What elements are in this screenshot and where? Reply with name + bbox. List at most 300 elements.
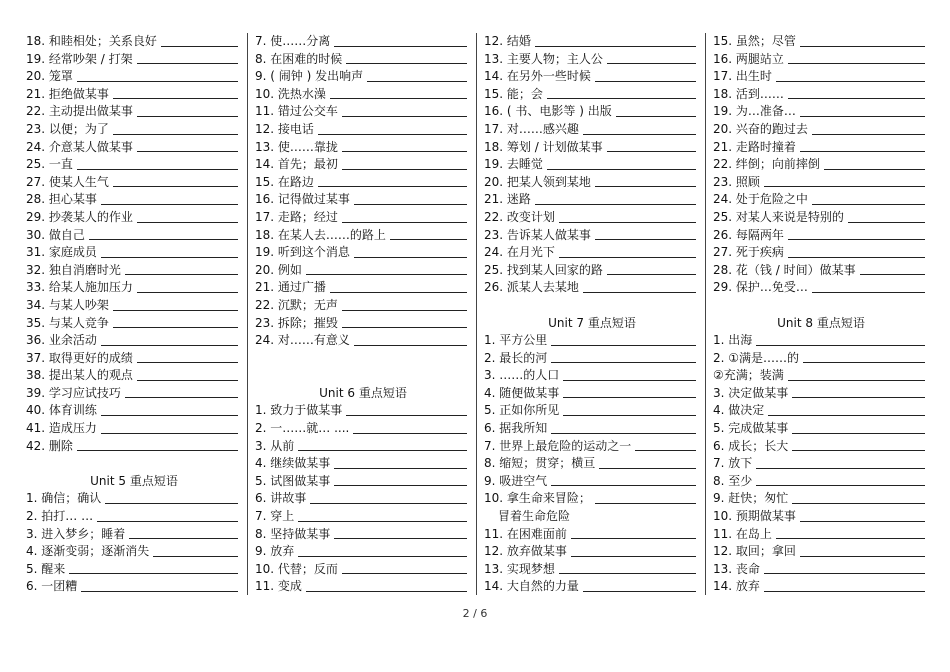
phrase-text: 20. 笼罩 <box>26 69 73 84</box>
phrase-item <box>484 526 700 544</box>
phrase-text: 8. 坚持做某事 <box>255 526 331 541</box>
phrase-item <box>713 402 929 420</box>
answer-blank[interactable] <box>607 274 696 275</box>
phrase-text: 11. 错过公交车 <box>255 104 338 119</box>
phrase-item <box>713 367 929 385</box>
answer-blank[interactable] <box>792 503 925 504</box>
phrase-text: 41. 造成压力 <box>26 421 97 436</box>
answer-blank[interactable] <box>595 186 696 187</box>
phrase-item <box>484 350 700 368</box>
phrase-item <box>26 578 242 596</box>
answer-blank[interactable] <box>551 433 696 434</box>
phrase-item <box>713 420 929 438</box>
answer-blank[interactable] <box>69 573 238 574</box>
row-spacer <box>484 297 700 315</box>
answer-blank[interactable] <box>788 239 925 240</box>
phrase-text: 30. 做自己 <box>26 227 85 242</box>
phrase-item <box>255 508 471 526</box>
phrase-item <box>26 174 242 192</box>
answer-blank[interactable] <box>792 397 925 398</box>
phrase-item <box>255 490 471 508</box>
phrase-text: 6. 成长；长大 <box>713 438 789 453</box>
phrase-text: 25. 对某人来说是特别的 <box>713 209 844 224</box>
phrase-item <box>713 508 929 526</box>
answer-blank[interactable] <box>129 538 238 539</box>
answer-blank[interactable] <box>812 134 925 135</box>
phrase-text: ②充满；装满 <box>713 368 784 383</box>
phrase-item <box>484 86 700 104</box>
phrase-column-2 <box>255 33 471 596</box>
phrase-text: 22. 沉默；无声 <box>255 297 338 312</box>
phrase-item <box>26 420 242 438</box>
answer-blank[interactable] <box>390 239 467 240</box>
phrase-text: 24. 对……有意义 <box>255 333 350 348</box>
answer-blank[interactable] <box>342 151 467 152</box>
answer-blank[interactable] <box>776 538 925 539</box>
answer-blank[interactable] <box>800 521 925 522</box>
answer-blank[interactable] <box>788 98 925 99</box>
phrase-item <box>484 473 700 491</box>
unit-heading <box>713 315 929 333</box>
phrase-item <box>255 86 471 104</box>
phrase-item <box>255 244 471 262</box>
answer-blank[interactable] <box>137 362 238 363</box>
answer-blank[interactable] <box>298 521 467 522</box>
answer-blank[interactable] <box>342 116 467 117</box>
answer-blank[interactable] <box>860 274 925 275</box>
unit-heading-text: Unit 6 重点短语 <box>319 385 407 400</box>
answer-blank[interactable] <box>125 397 238 398</box>
answer-blank[interactable] <box>768 415 925 416</box>
phrase-item <box>255 473 471 491</box>
phrase-item <box>255 209 471 227</box>
phrase-item <box>26 227 242 245</box>
answer-blank[interactable] <box>848 222 925 223</box>
phrase-text: 21. 通过广播 <box>255 280 326 295</box>
answer-blank[interactable] <box>81 591 238 592</box>
answer-blank[interactable] <box>800 556 925 557</box>
answer-blank[interactable] <box>788 63 925 64</box>
phrase-item <box>713 279 929 297</box>
phrase-item <box>26 526 242 544</box>
phrase-text: 7. 放下 <box>713 456 753 471</box>
phrase-text: 16. 两腿站立 <box>713 51 784 66</box>
answer-blank[interactable] <box>354 204 467 205</box>
row-spacer <box>713 297 929 315</box>
phrase-item <box>255 121 471 139</box>
phrase-item <box>26 561 242 579</box>
answer-blank[interactable] <box>298 450 467 451</box>
answer-blank[interactable] <box>824 169 925 170</box>
phrase-item <box>484 121 700 139</box>
phrase-text: 11. 在岛上 <box>713 526 772 541</box>
phrase-text: 5. 试图做某事 <box>255 473 331 488</box>
phrase-text: 8. 缩短；贯穿；横亘 <box>484 456 596 471</box>
phrase-item <box>713 332 929 350</box>
page-indicator: 2 / 6 <box>462 607 488 620</box>
answer-blank[interactable] <box>354 257 467 258</box>
answer-blank[interactable] <box>310 503 467 504</box>
phrase-text: 14. 在另外一些时候 <box>484 69 591 84</box>
answer-blank[interactable] <box>113 186 238 187</box>
answer-blank[interactable] <box>607 151 696 152</box>
unit-heading <box>26 473 242 491</box>
answer-blank[interactable] <box>756 468 925 469</box>
answer-blank[interactable] <box>792 433 925 434</box>
phrase-text: 34. 与某人吵架 <box>26 297 109 312</box>
phrase-item <box>26 156 242 174</box>
answer-blank[interactable] <box>346 63 467 64</box>
phrase-item <box>26 402 242 420</box>
answer-blank[interactable] <box>137 380 238 381</box>
phrase-item <box>26 209 242 227</box>
phrase-text: 8. 至少 <box>713 473 753 488</box>
phrase-item <box>26 385 242 403</box>
phrase-item <box>26 244 242 262</box>
answer-blank[interactable] <box>125 274 238 275</box>
answer-blank[interactable] <box>318 186 467 187</box>
phrase-item <box>26 262 242 280</box>
phrase-text: 6. 据我所知 <box>484 421 548 436</box>
answer-blank[interactable] <box>298 556 467 557</box>
answer-blank[interactable] <box>318 134 467 135</box>
answer-blank[interactable] <box>571 556 696 557</box>
phrase-text: 23. 照顾 <box>713 174 760 189</box>
answer-blank[interactable] <box>551 345 696 346</box>
phrase-text: 18. 和睦相处；关系良好 <box>26 34 157 48</box>
phrase-item <box>484 68 700 86</box>
phrase-text: 4. 逐渐变弱；逐渐消失 <box>26 544 150 559</box>
phrase-text: 9. 吸进空气 <box>484 473 548 488</box>
phrase-text: 3. ……的人口 <box>484 368 560 383</box>
phrase-text: 8. 在困难的时候 <box>255 51 343 66</box>
phrase-item <box>713 561 929 579</box>
answer-blank[interactable] <box>77 169 238 170</box>
phrase-item <box>484 262 700 280</box>
phrase-text: 20. 例如 <box>255 262 302 277</box>
phrase-text: 24. 介意某人做某事 <box>26 139 133 154</box>
phrase-text: 4. 做决定 <box>713 403 765 418</box>
phrase-text: 16. ( 书、电影等 ) 出版 <box>484 104 612 119</box>
answer-blank[interactable] <box>137 151 238 152</box>
answer-blank[interactable] <box>583 591 696 592</box>
phrase-text: 37. 取得更好的成绩 <box>26 350 133 365</box>
answer-blank[interactable] <box>346 415 467 416</box>
phrase-item <box>255 51 471 69</box>
answer-blank[interactable] <box>812 292 925 293</box>
phrase-item <box>713 543 929 561</box>
answer-blank[interactable] <box>607 63 696 64</box>
phrase-text: 5. 正如你所见 <box>484 403 560 418</box>
phrase-text: 21. 迷路 <box>484 192 531 207</box>
answer-blank[interactable] <box>800 116 925 117</box>
phrase-item <box>713 455 929 473</box>
phrase-item <box>255 578 471 596</box>
phrase-text: 7. 世界上最危险的运动之一 <box>484 438 632 453</box>
phrase-item <box>255 139 471 157</box>
answer-blank[interactable] <box>764 573 925 574</box>
answer-blank[interactable] <box>353 433 467 434</box>
phrase-item <box>713 490 929 508</box>
phrase-item <box>484 332 700 350</box>
phrase-column-1 <box>26 33 242 596</box>
answer-blank[interactable] <box>571 538 696 539</box>
phrase-item <box>713 33 929 51</box>
answer-blank[interactable] <box>551 485 696 486</box>
phrase-item <box>713 473 929 491</box>
phrase-text: 19. 为…准备… <box>713 104 796 119</box>
phrase-text: 29. 保护…免受… <box>713 280 808 295</box>
answer-blank[interactable] <box>547 169 696 170</box>
answer-blank[interactable] <box>535 46 696 47</box>
phrase-item <box>713 86 929 104</box>
answer-blank[interactable] <box>306 591 467 592</box>
phrase-text: 12. 接电话 <box>255 121 314 136</box>
phrase-item <box>255 227 471 245</box>
answer-blank[interactable] <box>756 345 925 346</box>
phrase-item <box>484 402 700 420</box>
answer-blank[interactable] <box>812 204 925 205</box>
phrase-item <box>255 420 471 438</box>
answer-blank[interactable] <box>583 292 696 293</box>
phrase-item <box>26 191 242 209</box>
phrase-text: 1. 致力于做某事 <box>255 403 343 418</box>
answer-blank[interactable] <box>342 573 467 574</box>
answer-blank[interactable] <box>792 450 925 451</box>
answer-blank[interactable] <box>330 98 467 99</box>
answer-blank[interactable] <box>101 204 238 205</box>
phrase-item <box>484 191 700 209</box>
phrase-text: 4. 继续做某事 <box>255 456 331 471</box>
phrase-item <box>26 51 242 69</box>
answer-blank[interactable] <box>101 415 238 416</box>
answer-blank[interactable] <box>161 46 238 47</box>
answer-blank[interactable] <box>342 327 467 328</box>
answer-blank[interactable] <box>563 397 696 398</box>
phrase-text: 25. 一直 <box>26 157 73 172</box>
phrase-text: 27. 使某人生气 <box>26 174 109 189</box>
answer-blank[interactable] <box>153 556 238 557</box>
answer-blank[interactable] <box>334 485 467 486</box>
answer-blank[interactable] <box>367 81 467 82</box>
phrase-text: 19. 去睡觉 <box>484 157 543 172</box>
phrase-column-4 <box>713 33 929 596</box>
phrase-text: 29. 抄袭某人的作业 <box>26 209 133 224</box>
phrase-text: 1. 出海 <box>713 333 753 348</box>
answer-blank[interactable] <box>547 98 696 99</box>
answer-blank[interactable] <box>113 134 238 135</box>
answer-blank[interactable] <box>101 433 238 434</box>
phrase-item <box>26 103 242 121</box>
phrase-item <box>484 51 700 69</box>
phrase-text: 36. 业余活动 <box>26 333 97 348</box>
phrase-text: 13. 丧命 <box>713 561 760 576</box>
answer-blank[interactable] <box>306 274 467 275</box>
phrase-item <box>255 315 471 333</box>
answer-blank[interactable] <box>788 380 925 381</box>
phrase-text: 14. 首先；最初 <box>255 157 338 172</box>
phrase-item <box>713 262 929 280</box>
phrase-text: 17. 走路；经过 <box>255 209 338 224</box>
phrase-item <box>484 227 700 245</box>
answer-blank[interactable] <box>330 292 467 293</box>
phrase-item <box>26 508 242 526</box>
answer-blank[interactable] <box>599 468 696 469</box>
phrase-item <box>713 191 929 209</box>
answer-blank[interactable] <box>77 450 238 451</box>
phrase-item <box>255 33 471 51</box>
answer-blank[interactable] <box>105 503 238 504</box>
phrase-text: 20. 把某人领到某地 <box>484 174 591 189</box>
phrase-text: 25. 找到某人回家的路 <box>484 262 603 277</box>
answer-blank[interactable] <box>764 186 925 187</box>
answer-blank[interactable] <box>635 450 696 451</box>
answer-blank[interactable] <box>800 46 925 47</box>
phrase-text: 6. 讲故事 <box>255 491 307 506</box>
phrase-item <box>713 103 929 121</box>
phrase-item <box>255 174 471 192</box>
answer-blank[interactable] <box>334 46 467 47</box>
phrase-text: 13. 主要人物；主人公 <box>484 51 603 66</box>
phrase-text: 35. 与某人竞争 <box>26 315 109 330</box>
phrase-item <box>26 139 242 157</box>
phrase-text: 12. 放弃做某事 <box>484 544 567 559</box>
phrase-item <box>26 121 242 139</box>
answer-blank[interactable] <box>334 538 467 539</box>
answer-blank[interactable] <box>559 573 696 574</box>
phrase-text: 32. 独自消磨时光 <box>26 262 121 277</box>
answer-blank[interactable] <box>97 521 238 522</box>
phrase-text: 42. 删除 <box>26 438 73 453</box>
answer-blank[interactable] <box>342 222 467 223</box>
phrase-item <box>26 332 242 350</box>
answer-blank[interactable] <box>559 257 696 258</box>
phrase-item <box>484 244 700 262</box>
phrase-item <box>713 139 929 157</box>
answer-blank[interactable] <box>595 81 696 82</box>
phrase-item <box>26 438 242 456</box>
phrase-text: 23. 以便；为了 <box>26 121 109 136</box>
unit-heading <box>484 315 700 333</box>
phrase-column-3 <box>484 33 700 596</box>
phrase-text: 19. 听到这个消息 <box>255 245 350 260</box>
answer-blank[interactable] <box>342 169 467 170</box>
phrase-text: 15. 在路边 <box>255 174 314 189</box>
phrase-item <box>255 156 471 174</box>
phrase-text: 18. 筹划 / 计划做某事 <box>484 139 603 154</box>
phrase-text: 5. 完成做某事 <box>713 421 789 436</box>
phrase-item <box>255 262 471 280</box>
phrase-item <box>484 438 700 456</box>
answer-blank[interactable] <box>137 116 238 117</box>
answer-blank[interactable] <box>113 98 238 99</box>
phrase-item <box>255 297 471 315</box>
unit-heading-text: Unit 5 重点短语 <box>90 473 178 488</box>
phrase-text: 17. 出生时 <box>713 69 772 84</box>
phrase-item <box>713 209 929 227</box>
phrase-text: 10. 拿生命来冒险； <box>484 491 591 506</box>
phrase-item <box>26 367 242 385</box>
row-spacer <box>26 455 242 473</box>
phrase-text: 9. 赶快；匆忙 <box>713 491 789 506</box>
phrase-item <box>26 33 242 51</box>
answer-blank[interactable] <box>137 222 238 223</box>
answer-blank[interactable] <box>334 468 467 469</box>
phrase-item <box>484 33 700 51</box>
answer-blank[interactable] <box>595 503 696 504</box>
phrase-text: 6. 一团糟 <box>26 579 78 594</box>
row-spacer <box>255 350 471 368</box>
answer-blank[interactable] <box>764 591 925 592</box>
phrase-item <box>713 526 929 544</box>
answer-blank[interactable] <box>101 345 238 346</box>
phrase-text: 33. 给某人施加压力 <box>26 280 133 295</box>
answer-blank[interactable] <box>113 327 238 328</box>
phrase-item <box>255 191 471 209</box>
phrase-text: 15. 虽然；尽管 <box>713 34 796 48</box>
phrase-text: 21. 拒绝做某事 <box>26 86 109 101</box>
answer-blank[interactable] <box>595 239 696 240</box>
phrase-text: 27. 死于疾病 <box>713 245 784 260</box>
phrase-text: 7. 使……分离 <box>255 34 331 48</box>
phrase-text: 24. 在月光下 <box>484 245 555 260</box>
answer-blank[interactable] <box>583 134 696 135</box>
phrase-item <box>484 385 700 403</box>
answer-blank[interactable] <box>563 380 696 381</box>
answer-blank[interactable] <box>342 310 467 311</box>
answer-blank[interactable] <box>113 310 238 311</box>
phrase-item <box>26 86 242 104</box>
phrase-text: 28. 担心某事 <box>26 192 97 207</box>
answer-blank[interactable] <box>101 257 238 258</box>
answer-blank[interactable] <box>137 63 238 64</box>
phrase-text: 38. 提出某人的观点 <box>26 368 133 383</box>
answer-blank[interactable] <box>551 362 696 363</box>
phrase-text: 15. 能；会 <box>484 86 543 101</box>
answer-blank[interactable] <box>803 362 925 363</box>
phrase-item <box>255 103 471 121</box>
answer-blank[interactable] <box>89 239 238 240</box>
phrase-text: 11. 变成 <box>255 579 302 594</box>
phrase-item <box>484 543 700 561</box>
answer-blank[interactable] <box>800 151 925 152</box>
answer-blank[interactable] <box>137 292 238 293</box>
answer-blank[interactable] <box>788 257 925 258</box>
answer-blank[interactable] <box>776 81 925 82</box>
answer-blank[interactable] <box>354 345 467 346</box>
answer-blank[interactable] <box>559 222 696 223</box>
phrase-item <box>255 543 471 561</box>
phrase-text: 26. 每隔两年 <box>713 227 784 242</box>
phrase-item <box>255 561 471 579</box>
answer-blank[interactable] <box>563 415 696 416</box>
answer-blank[interactable] <box>616 116 696 117</box>
phrase-text: 4. 随便做某事 <box>484 385 560 400</box>
phrase-item <box>713 68 929 86</box>
phrase-item <box>713 51 929 69</box>
phrase-item <box>255 279 471 297</box>
phrase-text: 11. 在困难面前 <box>484 526 567 541</box>
phrase-item <box>255 332 471 350</box>
phrase-text: 23. 拆除；摧毁 <box>255 315 338 330</box>
answer-blank[interactable] <box>77 81 238 82</box>
answer-blank[interactable] <box>535 204 696 205</box>
answer-blank[interactable] <box>756 485 925 486</box>
phrase-text: 12. 结婚 <box>484 34 531 48</box>
phrase-text: 1. 平方公里 <box>484 333 548 348</box>
phrase-text: 21. 走路时撞着 <box>713 139 796 154</box>
phrase-item <box>484 367 700 385</box>
